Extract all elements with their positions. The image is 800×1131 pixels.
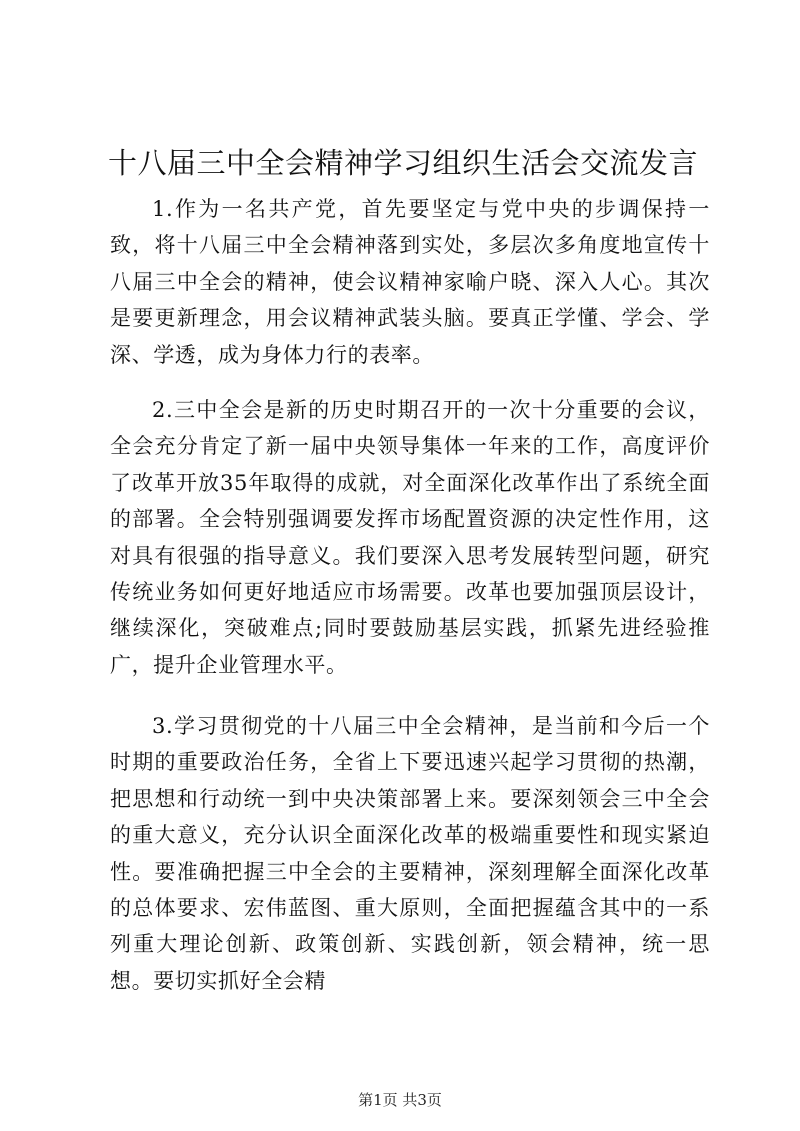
paragraph-3: 3.学习贯彻党的十八届三中全会精神，是当前和今后一个时期的重要政治任务，全省上下要迅速兴起学习贯彻的热潮，把思想和行动统一到中央决策部署上来。要深刻领会三中全会的重大意义，充分认识全面深化改革的极端重要性和现实紧迫性。要准确把握三中全会的主要精神，深刻理解全面深化改革的总体要求、宏伟蓝图、重大原则，全面把握蕴含其中的一系列重大理论创新、政策创新、实践创新，领会精神，统一思想。要切实抓好全会精 xyxy=(110,714,710,993)
paragraph-2: 2.三中全会是新的历史时期召开的一次十分重要的会议，全会充分肯定了新一届中央领导集体一年来的工作，高度评价了改革开放35年取得的成就，对全面深化改革作出了系统全面的部署。全会特别强调要发挥市场配置资源的决定性作用，这对具有很强的指导意义。我们要深入思考发展转型问题，研究传统业务如何更好地适应市场需要。改革也要加强顶层设计，继续深化，突破难点;同时要鼓励基层实践，抓紧先进经验推广，提升企业管理水平。 xyxy=(110,398,710,677)
paragraph-1: 1.作为一名共产党，首先要坚定与党中央的步调保持一致，将十八届三中全会精神落到实处，多层次多角度地宣传十八届三中全会的精神，使会议精神家喻户晓、深入人心。其次是要更新理念，用会议精神武装头脑。要真正学懂、学会、学深、学透，成为身体力行的表率。 xyxy=(110,197,710,367)
page-footer: 第1页 共3页 xyxy=(358,1091,442,1109)
document-title: 十八届三中全会精神学习组织生活会交流发言 xyxy=(108,146,699,180)
